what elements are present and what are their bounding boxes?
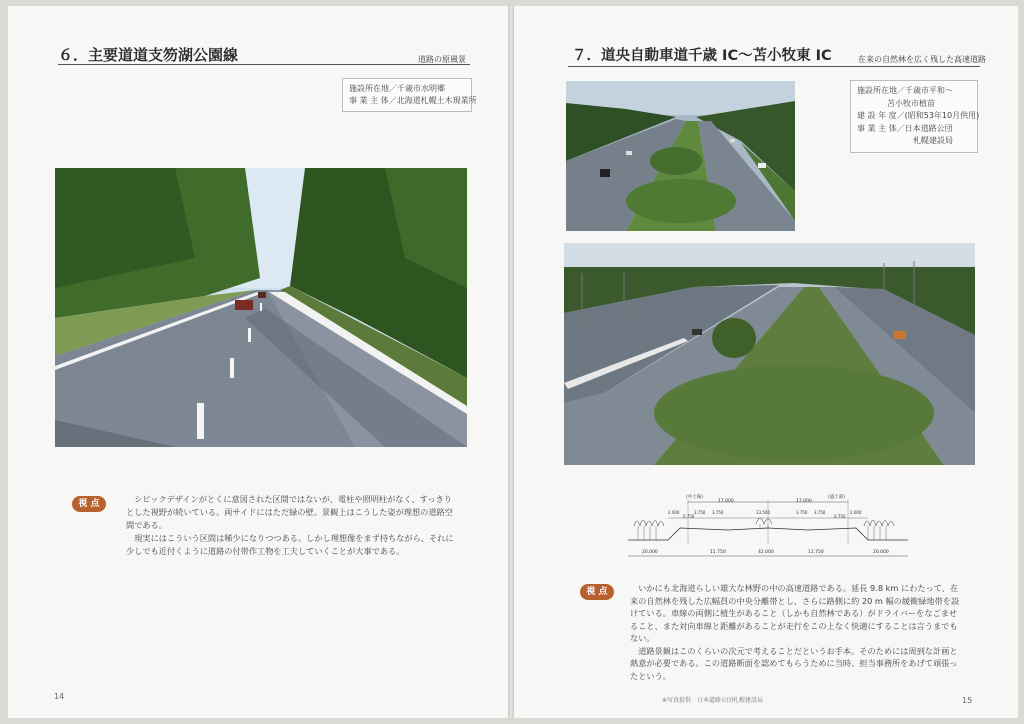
right-info-box — [850, 80, 978, 153]
left-page-subtitle: 道路の原風景 — [418, 55, 466, 64]
left-title-rule — [58, 64, 470, 65]
cross-section-drawing — [628, 496, 908, 566]
diagram-dimension: 2.000 — [850, 510, 862, 515]
expressway-photo-top — [566, 81, 795, 231]
info-line: 施設所在地／千歳市平和～ — [857, 86, 953, 95]
diagram-dimension: 3.750 — [796, 510, 808, 515]
diagram-label: (盛土部) — [828, 495, 846, 500]
diagram-dimension: 0.750 — [683, 514, 695, 519]
right-viewpoint-badge: 視 点 — [580, 584, 614, 600]
left-body-text — [126, 493, 460, 558]
info-line: 苫小牧市植苗 — [887, 98, 935, 108]
diagram-dimension: 11.750 — [710, 550, 726, 555]
forest-road-photo — [55, 168, 467, 447]
right-body-text — [630, 582, 964, 682]
expressway-photo-wide — [564, 243, 975, 465]
diagram-dimension: 2.000 — [668, 510, 680, 515]
road-cross-section-diagram — [628, 496, 908, 566]
forest-road-illustration — [55, 168, 467, 447]
diagram-label: (中土場) — [686, 495, 704, 500]
diagram-dimension: 11.750 — [808, 550, 824, 555]
page-number-left: 14 — [54, 692, 65, 701]
info-line: 建 設 年 度／(昭和53年10月供用) — [857, 111, 980, 120]
paragraph: 現実にはこういう区間は稀少になりつつある。しかし理想像をまず持ちながら、それに少しでも近付くように道路の付帯作工物を工夫していくことが大事である。 — [126, 533, 454, 556]
info-line: 事 業 主 体／日本道路公団 — [857, 123, 953, 133]
paragraph: いかにも北海道らしい雄大な林野の中の高速道路である。延長 9.8 km にわたって、在来の自然林を残した広幅員の中央分離帯とし、さらに路側に約 20 m 幅の緩衝緑地帯を設けている。車線の両側に植生があること（しかも自然林である）がドライバーをなごませること、また対向車線と距離があることが走行をこの上なく快適にすることは言うまでもない。 — [630, 583, 960, 643]
left-page-title: ６．主要道道支笏湖公園線 — [58, 46, 239, 64]
diagram-dimension: 20.000 — [642, 550, 658, 555]
diagram-dimension: 42.000 — [758, 550, 774, 555]
paragraph: 道路景観はこのくらいの次元で考えることだというお手本。そのためには周到な計画と熱意が必要である。この道路断面を認めてもらうために当時、担当事務所をあげて頑張ったという。 — [630, 645, 958, 681]
photo-credit: ※写真提供 日本道路公団札幌建設局 — [662, 697, 764, 704]
diagram-dimension: 17.000 — [796, 499, 812, 504]
diagram-dimension: 3.750 — [694, 510, 706, 515]
info-line: 施設所在地／千歳市水明郷 — [349, 84, 445, 93]
right-page-subtitle: 在来の自然林を広く残した高速道路 — [858, 55, 986, 64]
paragraph: シビックデザインがとくに意図された区間ではないが、電柱や照明柱がなく、すっきりとした視野が続いている。両サイドにはただ緑の壁。景観上はこうした姿が理想の道路空間である。 — [126, 494, 453, 530]
diagram-dimension: 0.750 — [834, 514, 846, 519]
right-page-title: ７．道央自動車道千歳 IC～苫小牧東 IC — [572, 48, 832, 64]
diagram-dimension: 3.750 — [712, 510, 724, 515]
diagram-dimension: 20.000 — [873, 550, 889, 555]
info-line: 事 業 主 体／北海道札幌土木現業所 — [349, 96, 477, 105]
expressway-illustration-top — [566, 81, 795, 231]
diagram-dimension: 17.000 — [718, 499, 734, 504]
page-number-right: 15 — [962, 696, 973, 705]
left-viewpoint-badge: 視 点 — [72, 496, 106, 512]
diagram-dimension: 13.500 — [756, 510, 770, 515]
left-info-box — [342, 78, 477, 112]
expressway-illustration-wide — [564, 243, 975, 465]
info-line: 札幌建設局 — [913, 136, 953, 145]
diagram-dimension: 3.750 — [814, 510, 826, 515]
right-title-rule — [568, 66, 980, 67]
